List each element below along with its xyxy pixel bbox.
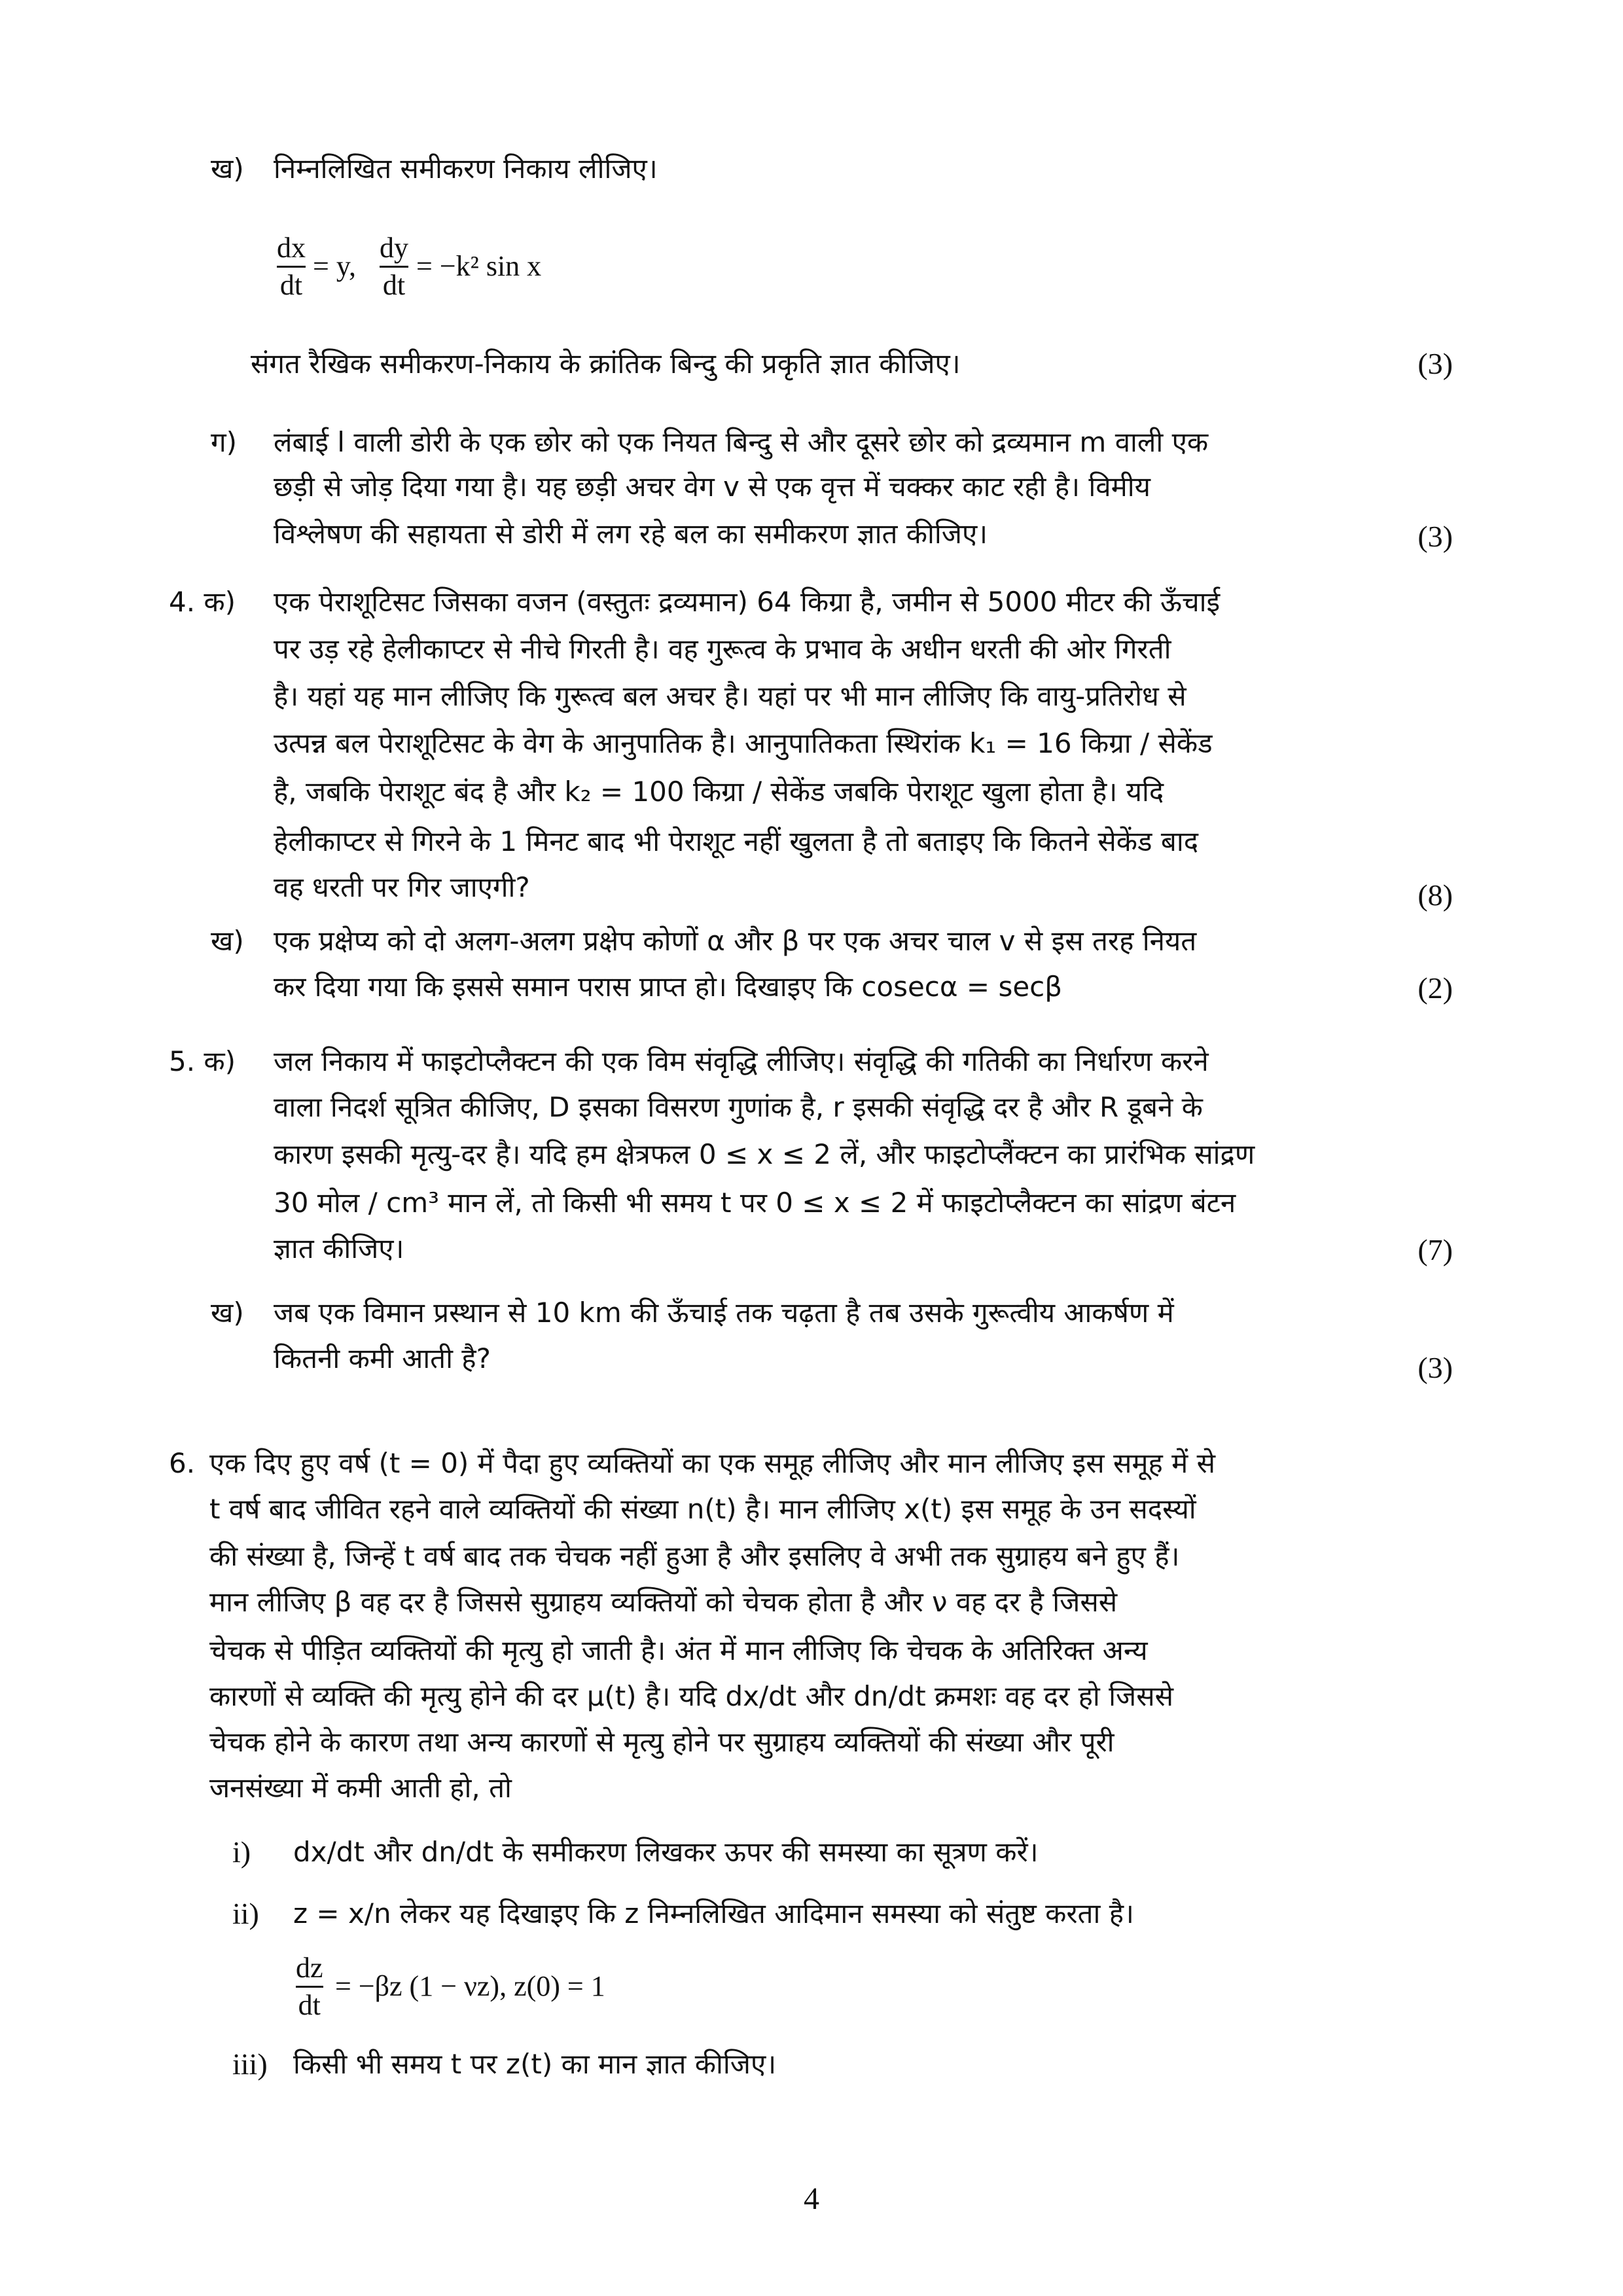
q4a-line: हेलीकाप्टर से गिरने के 1 मिनट बाद भी पेराशूट नहीं खुलता है तो बताइए कि कितने सेकेंड बाद [274, 825, 1199, 857]
q5a-line: वाला निदर्श सूत्रित कीजिए, D इसका विसरण गुणांक है, r इसकी संवृद्धि दर है और R डूबने के [274, 1091, 1203, 1123]
q6-line: जनसंख्या में कमी आती हो, तो [209, 1772, 512, 1804]
q4a-marks: (8) [1418, 878, 1453, 912]
q5a-line: ज्ञात कीजिए। [274, 1232, 404, 1265]
q3b-frac1-denominator: dt [279, 269, 303, 301]
q3b-eq-mid: = y, [313, 250, 356, 282]
q3c-line: छड़ी से जोड़ दिया गया है। यह छड़ी अचर वेग v से एक वृत्त में चक्कर काट रही है। विमीय [274, 471, 1150, 503]
q4a-line: है। यहां यह मान लीजिए कि गुरूत्व बल अचर है। यहां पर भी मान लीजिए कि वायु-प्रतिरोध से [274, 680, 1186, 712]
q5a-marks: (7) [1418, 1233, 1453, 1266]
q6-eq-rest: = −βz (1 − νz), z(0) = 1 [335, 1970, 605, 2002]
q4a-line: वह धरती पर गिर जाएगी? [274, 871, 530, 903]
q6-sub-iii-label: iii) [232, 2047, 268, 2081]
q6-fraction-dz-dt [296, 1950, 323, 2023]
q5a-line: कारण इसकी मृत्यु-दर है। यदि हम क्षेत्रफल 0 ≤ x ≤ 2 लें, और फाइटोप्लैंक्टन का प्रारंभिक सांद्रण [274, 1138, 1255, 1170]
q4a-line: पर उड़ रहे हेलीकाप्टर से नीचे गिरती है। वह गुरूत्व के प्रभाव के अधीन धरती की ओर गिरती [274, 633, 1171, 665]
q5a-line: जल निकाय में फाइटोप्लैक्टन की एक विम संवृद्धि लीजिए। संवृद्धि की गतिकी का निर्धारण करने [274, 1045, 1209, 1077]
q3b-fraction-dy-dt [380, 230, 408, 303]
q4a-line: एक पेराशूटिसट जिसका वजन (वस्तुतः द्रव्यमान) 64 किग्रा है, जमीन से 5000 मीटर की ऊँचाई [274, 586, 1221, 618]
q4a-line: है, जबकि पेराशूट बंद है और k₂ = 100 किग्रा / सेकेंड जबकि पेराशूट खुला होता है। यदि [274, 776, 1164, 808]
q3b-label: ख) [211, 152, 244, 185]
q6-sub-ii-text: z = x/n लेकर यह दिखाइए कि z निम्नलिखित आदिमान समस्या को संतुष्ट करता है। [293, 1897, 1134, 1929]
q5a-line: 30 मोल / cm³ मान लें, तो किसी भी समय t पर 0 ≤ x ≤ 2 में फाइटोप्लैक्टन का सांद्रण बंटन [274, 1187, 1236, 1219]
page-number: 4 [804, 2181, 819, 2216]
q3b-eq-end: = −k² sin x [416, 250, 542, 282]
q3b-frac2-numerator: dy [380, 232, 408, 264]
q6-line: की संख्या है, जिन्हें t वर्ष बाद तक चेचक नहीं हुआ है और इसलिए वे अभी तक सुग्राहय बने हुए हैं। [209, 1540, 1180, 1572]
q3b-text: निम्नलिखित समीकरण निकाय लीजिए। [274, 152, 658, 185]
q6-line: मान लीजिए β वह दर है जिससे सुग्राहय व्यक्तियों को चेचक होता है और ν वह दर है जिससे [209, 1586, 1118, 1618]
q3b-frac2-denominator: dt [382, 269, 406, 301]
q6-line: चेचक से पीड़ित व्यक्तियों की मृत्यु हो जाती है। अंत में मान लीजिए कि चेचक के अतिरिक्त अन्य [209, 1634, 1148, 1666]
q6-sub-i-label: i) [232, 1835, 251, 1869]
q5b-line: कितनी कमी आती है? [274, 1342, 491, 1374]
q4a-label: 4. क) [169, 586, 236, 618]
q4b-label: ख) [211, 925, 244, 957]
q6-line: चेचक होने के कारण तथा अन्य कारणों से मृत्यु होने पर सुग्राहय व्यक्तियों की संख्या और पूरी [209, 1726, 1115, 1758]
q3b-fraction-dx-dt [277, 230, 306, 303]
q3c-line: लंबाई l वाली डोरी के एक छोर को एक नियत बिन्दु से और दूसरे छोर को द्रव्यमान m वाली एक [274, 426, 1209, 458]
q6-sub-i-text: dx/dt और dn/dt के समीकरण लिखकर ऊपर की समस्या का सूत्रण करें। [293, 1836, 1039, 1868]
q6-sub-iii-text: किसी भी समय t पर z(t) का मान ज्ञात कीजिए। [293, 2048, 777, 2080]
q4b-line: कर दिया गया कि इससे समान परास प्राप्त हो। दिखाइए कि cosecα = secβ [274, 971, 1063, 1003]
q6-frac-numerator: dz [296, 1952, 323, 1984]
q3b-marks: (3) [1418, 347, 1453, 380]
q5a-label: 5. क) [169, 1045, 236, 1077]
q5b-label: ख) [211, 1297, 244, 1329]
q6-line: एक दिए हुए वर्ष (t = 0) में पैदा हुए व्यक्तियों का एक समूह लीजिए और मान लीजिए इस समूह में से [209, 1447, 1215, 1479]
q4b-marks: (2) [1418, 971, 1453, 1005]
q6-line: t वर्ष बाद जीवित रहने वाले व्यक्तियों की संख्या n(t) है। मान लीजिए x(t) इस समूह के उन सदस्यों [209, 1493, 1196, 1525]
q3b-text2: संगत रैखिक समीकरण-निकाय के क्रांतिक बिन्दु की प्रकृति ज्ञात कीजिए। [251, 348, 961, 380]
q6-line: कारणों से व्यक्ति की मृत्यु होने की दर μ(t) है। यदि dx/dt और dn/dt क्रमशः वह दर हो जिससे [209, 1680, 1173, 1712]
q4b-line: एक प्रक्षेप्य को दो अलग-अलग प्रक्षेप कोणों α और β पर एक अचर चाल v से इस तरह नियत [274, 925, 1197, 957]
q3c-line: विश्लेषण की सहायता से डोरी में लग रहे बल का समीकरण ज्ञात कीजिए। [274, 518, 988, 550]
q5b-marks: (3) [1418, 1351, 1453, 1384]
q6-frac-denominator: dt [298, 1989, 321, 2021]
q6-sub-ii-label: ii) [232, 1897, 259, 1930]
q5b-line: जब एक विमान प्रस्थान से 10 km की ऊँचाई तक चढ़ता है तब उसके गुरूत्वीय आकर्षण में [274, 1297, 1174, 1329]
q6-label: 6. [169, 1447, 196, 1479]
q4a-line: उत्पन्न बल पेराशूटिसट के वेग के आनुपातिक है। आनुपातिकता स्थिरांक k₁ = 16 किग्रा / सेकेंड [274, 727, 1213, 759]
q3c-marks: (3) [1418, 520, 1453, 553]
q3c-label: ग) [211, 426, 238, 458]
q3b-frac1-numerator: dx [277, 232, 306, 264]
